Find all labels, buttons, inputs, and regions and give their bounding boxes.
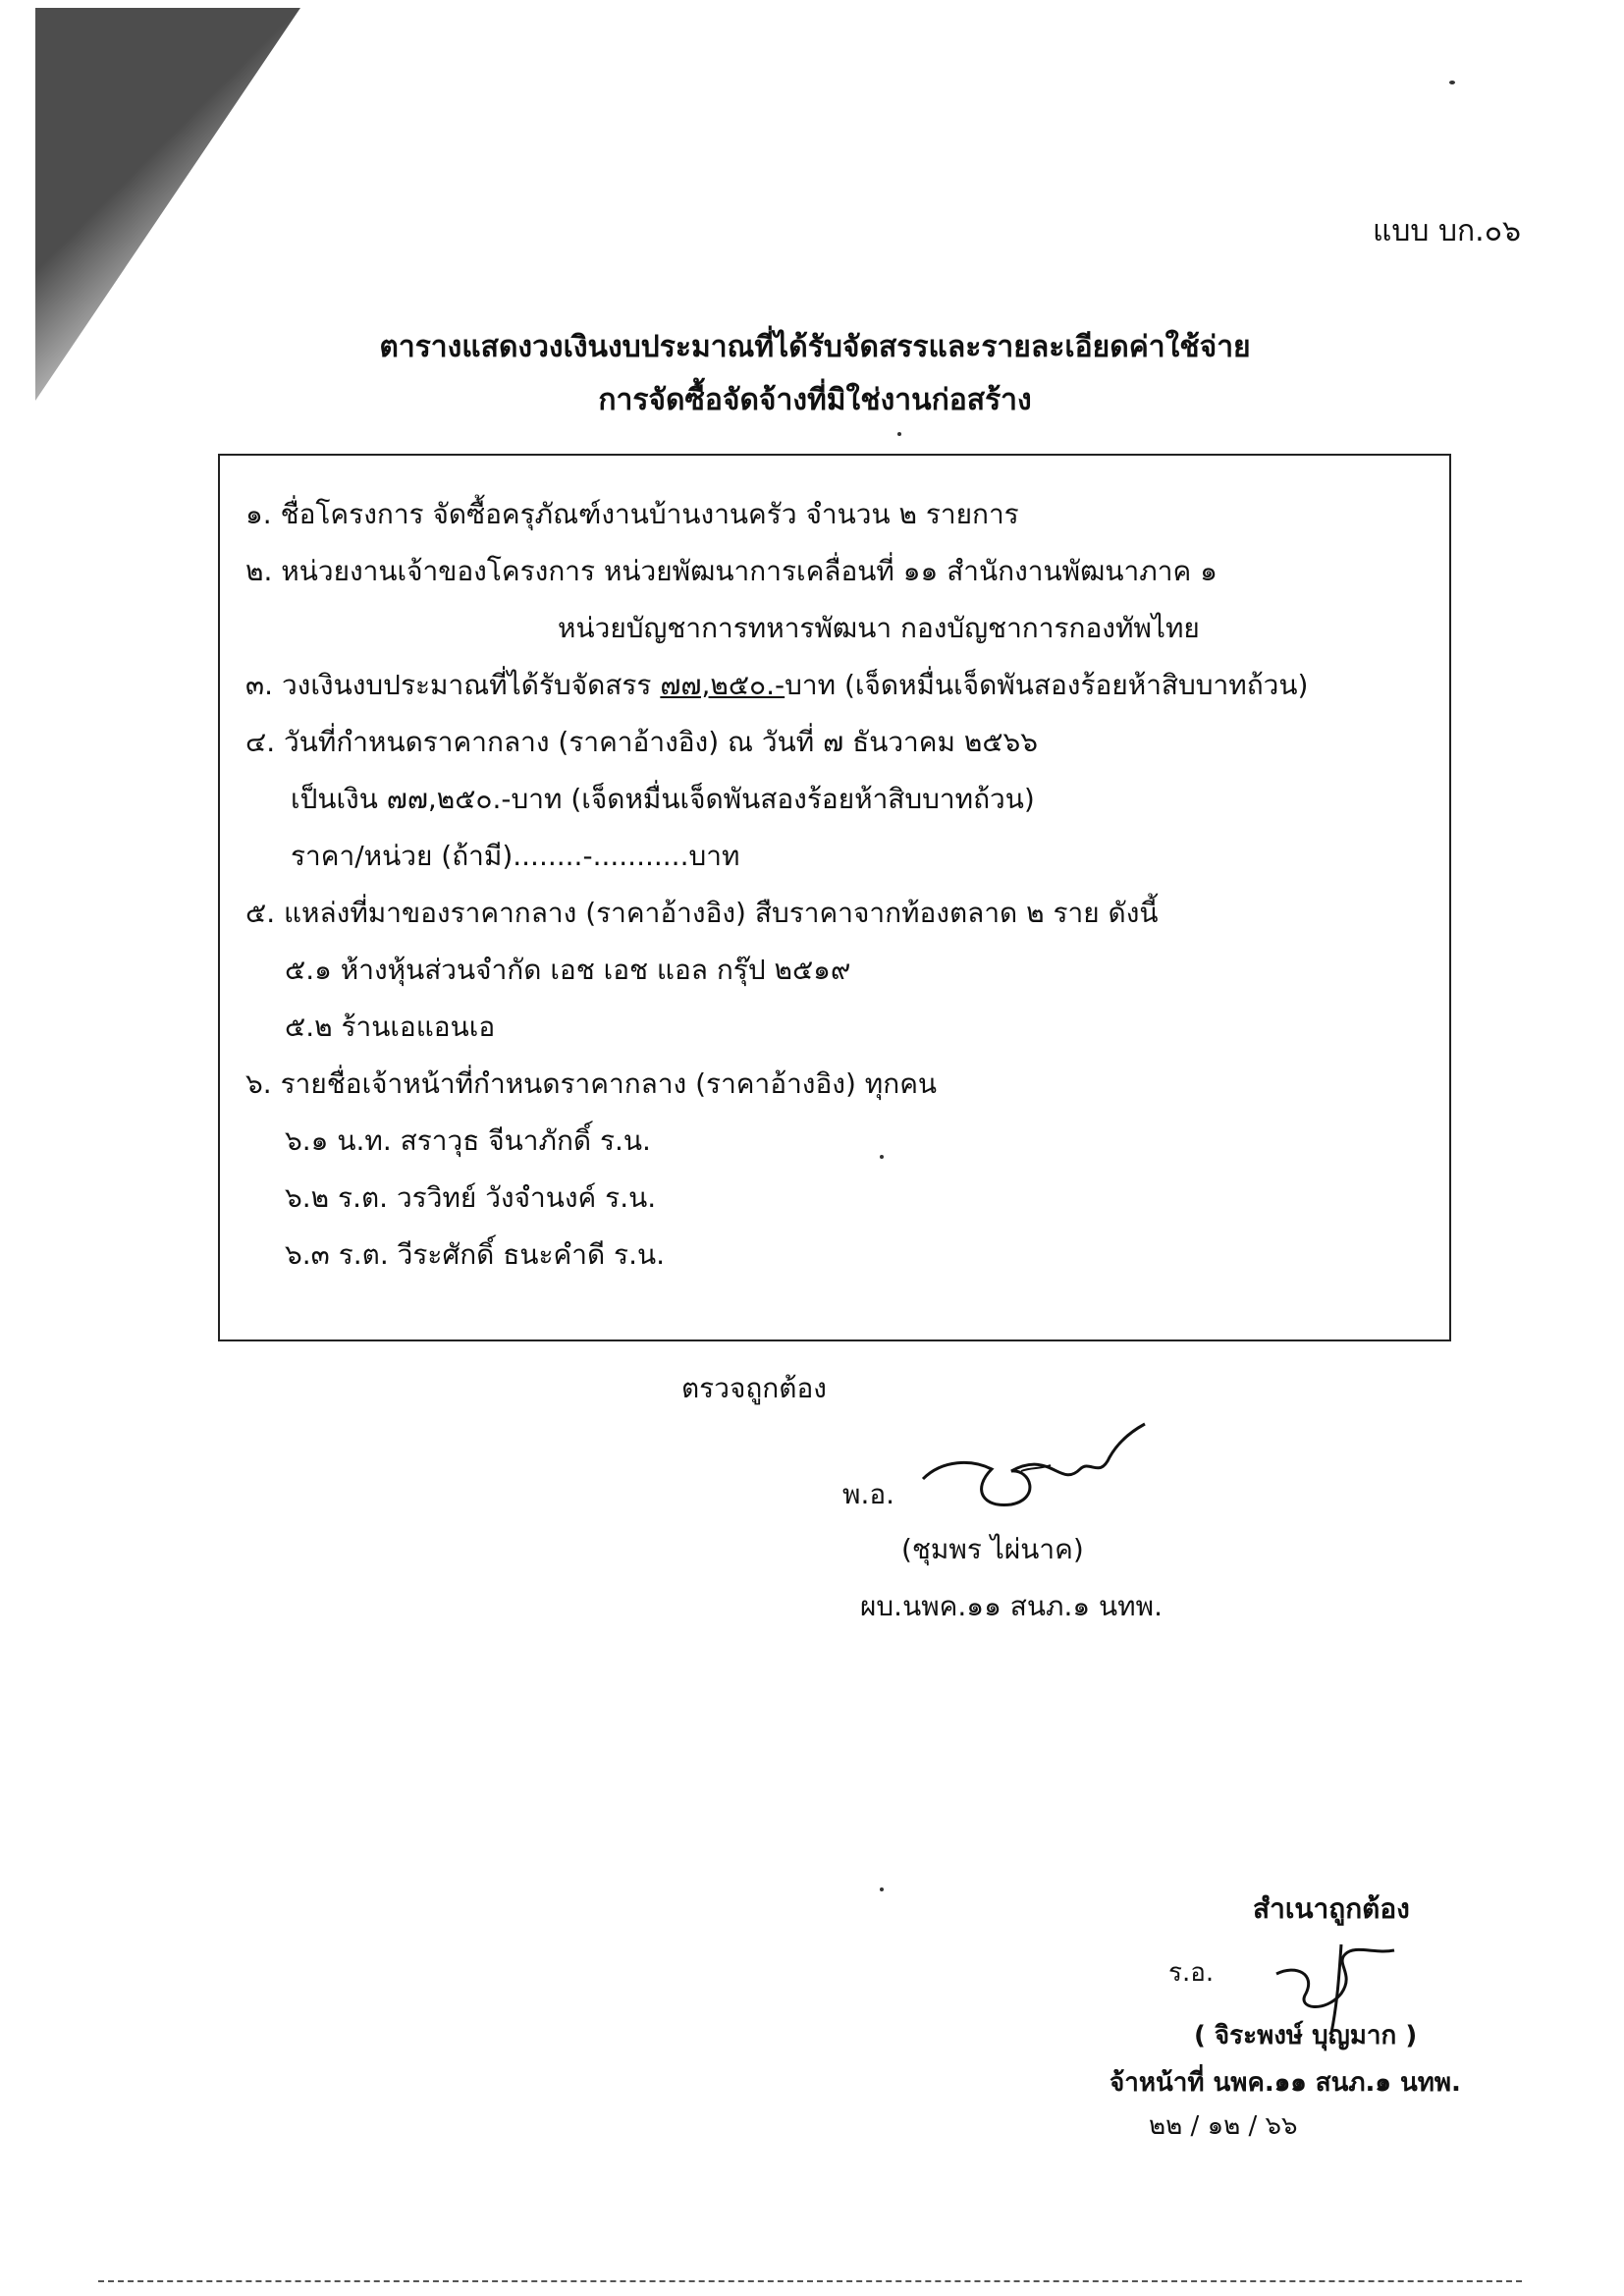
item-5-2-vendor: ๕.๒ ร้านเอแอนเอ bbox=[285, 1011, 496, 1043]
item-2-owner-unit-line2: หน่วยบัญชาการทหารพัฒนา กองบัญชาการกองทัพไทย bbox=[558, 612, 1200, 644]
commander-name: (ชุมพร ไผ่นาค) bbox=[901, 1533, 1084, 1565]
item-6-1-official: ๖.๑ น.ท. สราวุธ จีนาภักดิ์ ร.น. bbox=[285, 1124, 651, 1157]
item-6-officials: ๖. รายชื่อเจ้าหน้าที่กำหนดราคากลาง (ราคาอ้างอิง) ทุกคน bbox=[245, 1067, 938, 1100]
certified-copy-label: สำเนาถูกต้อง bbox=[1253, 1892, 1410, 1925]
item-4-unit-price: ราคา/หน่วย (ถ้ามี)........-...........บาท bbox=[291, 840, 740, 872]
item-6-3-official: ๖.๓ ร.ต. วีระศักดิ์ ธนะคำดี ร.น. bbox=[285, 1238, 666, 1271]
verified-label: ตรวจถูกต้อง bbox=[681, 1372, 827, 1404]
item-3-amount-words: บาท (เจ็ดหมื่นเจ็ดพันสองร้อยห้าสิบบาทถ้วน) bbox=[785, 669, 1309, 701]
item-6-2-official: ๖.๒ ร.ต. วรวิทย์ วังจำนงค์ ร.น. bbox=[285, 1181, 657, 1214]
document-title-line2: การจัดซื้อจัดจ้างที่มิใช่งานก่อสร้าง bbox=[598, 383, 1032, 417]
item-3-amount: ๗๗,๒๕๐.- bbox=[660, 669, 785, 701]
item-5-price-source: ๕. แหล่งที่มาของราคากลาง (ราคาอ้างอิง) สืบราคาจากท้องตลาด ๒ ราย ดังนี้ bbox=[245, 897, 1159, 929]
document-title-line1: ตารางแสดงวงเงินงบประมาณที่ได้รับจัดสรรและรายละเอียดค่าใช้จ่าย bbox=[379, 330, 1251, 364]
scan-speck bbox=[1449, 81, 1455, 84]
signature-commander bbox=[913, 1410, 1149, 1528]
form-code: แบบ บก.๐๖ bbox=[1373, 214, 1522, 248]
certifier-name: ( จิระพงษ์ บุญมาก ) bbox=[1194, 2021, 1418, 2050]
item-1-project-name: ๑. ชื่อโครงการ จัดซื้อครุภัณฑ์งานบ้านงานครัว จำนวน ๒ รายการ bbox=[245, 498, 1019, 530]
commander-rank: พ.อ. bbox=[842, 1478, 895, 1510]
certifier-rank: ร.อ. bbox=[1168, 1958, 1215, 1988]
item-3-label: ๓. วงเงินงบประมาณที่ได้รับจัดสรร bbox=[245, 669, 661, 701]
commander-position: ผบ.นพค.๑๑ สนภ.๑ นทพ. bbox=[860, 1590, 1163, 1622]
scan-bottom-edge bbox=[98, 2280, 1522, 2284]
item-4-reference-amount: เป็นเงิน ๗๗,๒๕๐.-บาท (เจ็ดหมื่นเจ็ดพันสองร้อยห้าสิบบาทถ้วน) bbox=[291, 783, 1035, 815]
certifier-date: ๒๒ / ๑๒ / ๖๖ bbox=[1149, 2111, 1298, 2141]
item-2-owner-unit-line1: ๒. หน่วยงานเจ้าของโครงการ หน่วยพัฒนาการเคลื่อนที่ ๑๑ สำนักงานพัฒนาภาค ๑ bbox=[245, 555, 1218, 587]
certifier-position: จ้าหน้าที่ นพค.๑๑ สนภ.๑ นทพ. bbox=[1110, 2068, 1461, 2098]
scan-speck bbox=[880, 1887, 884, 1891]
scan-speck bbox=[897, 432, 901, 436]
item-5-1-vendor: ๕.๑ ห้างหุ้นส่วนจำกัด เอช เอช แอล กรุ๊ป ๒๕๑๙ bbox=[285, 954, 851, 986]
item-3-budget bbox=[245, 664, 1308, 707]
item-4-reference-date: ๔. วันที่กำหนดราคากลาง (ราคาอ้างอิง) ณ วันที่ ๗ ธันวาคม ๒๕๖๖ bbox=[245, 726, 1039, 758]
